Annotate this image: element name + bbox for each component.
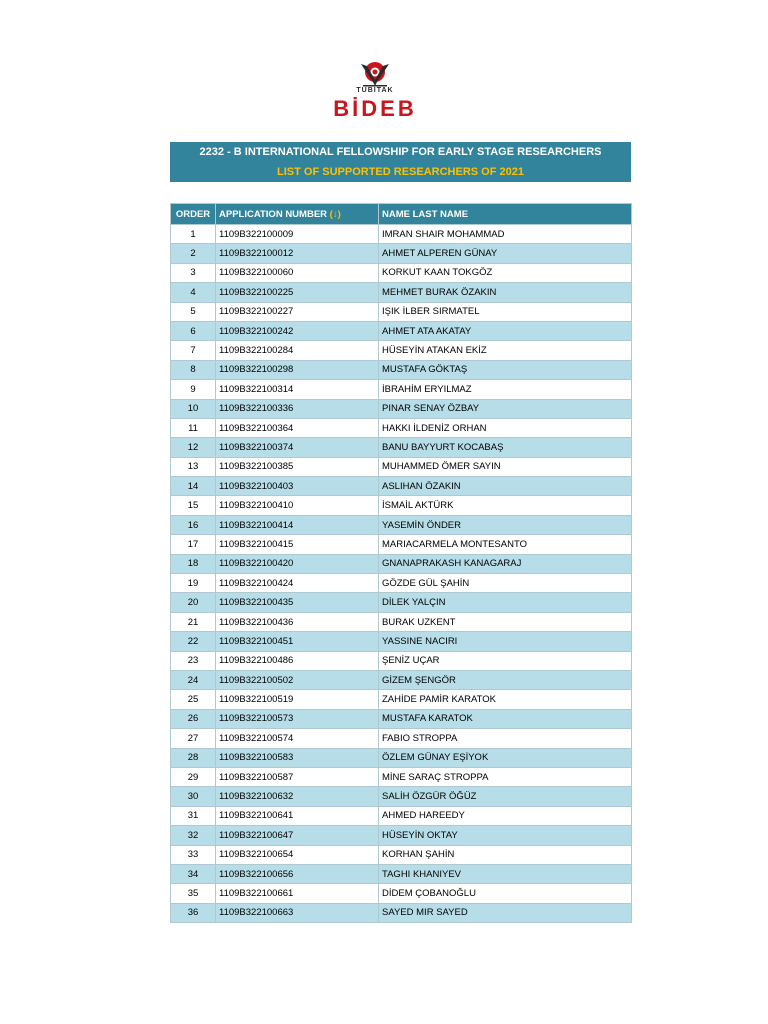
cell-order: 28	[171, 748, 216, 767]
cell-name: AHMET ALPEREN GÜNAY	[379, 244, 632, 263]
cell-application-number: 1109B322100385	[216, 457, 379, 476]
cell-order: 33	[171, 845, 216, 864]
cell-order: 21	[171, 612, 216, 631]
cell-order: 29	[171, 767, 216, 786]
cell-application-number: 1109B322100060	[216, 263, 379, 282]
cell-order: 24	[171, 670, 216, 689]
table-row	[171, 845, 632, 864]
cell-name: MUSTAFA KARATOK	[379, 709, 632, 728]
table-row	[171, 574, 632, 593]
cell-order: 17	[171, 535, 216, 554]
table-row	[171, 341, 632, 360]
cell-application-number: 1109B322100654	[216, 845, 379, 864]
cell-order: 18	[171, 554, 216, 573]
cell-application-number: 1109B322100574	[216, 729, 379, 748]
cell-name: KORKUT KAAN TOKGÖZ	[379, 263, 632, 282]
bideb-logo	[330, 56, 420, 132]
table-row	[171, 612, 632, 631]
table-row	[171, 554, 632, 573]
table-row	[171, 399, 632, 418]
cell-name: HÜSEYİN OKTAY	[379, 826, 632, 845]
cell-application-number: 1109B322100225	[216, 283, 379, 302]
cell-name: IŞIK İLBER SIRMATEL	[379, 302, 632, 321]
cell-application-number: 1109B322100641	[216, 806, 379, 825]
cell-name: DİLEK YALÇIN	[379, 593, 632, 612]
table-header-row	[171, 204, 632, 225]
column-header-name: NAME LAST NAME	[379, 204, 632, 225]
cell-name: ÖZLEM GÜNAY EŞİYOK	[379, 748, 632, 767]
table-row	[171, 360, 632, 379]
cell-name: DİDEM ÇOBANOĞLU	[379, 884, 632, 903]
cell-application-number: 1109B322100403	[216, 477, 379, 496]
table-row	[171, 593, 632, 612]
cell-application-number: 1109B322100663	[216, 903, 379, 922]
table-row	[171, 457, 632, 476]
cell-application-number: 1109B322100661	[216, 884, 379, 903]
table-row	[171, 806, 632, 825]
table-row	[171, 515, 632, 534]
table-row	[171, 263, 632, 282]
researchers-table	[170, 203, 632, 923]
cell-application-number: 1109B322100284	[216, 341, 379, 360]
cell-application-number: 1109B322100519	[216, 690, 379, 709]
table-row	[171, 767, 632, 786]
cell-order: 8	[171, 360, 216, 379]
table-row	[171, 302, 632, 321]
title-banner	[170, 142, 631, 182]
cell-name: IMRAN SHAIR MOHAMMAD	[379, 225, 632, 244]
cell-application-number: 1109B322100436	[216, 612, 379, 631]
cell-name: YASSINE NACIRI	[379, 632, 632, 651]
cell-application-number: 1109B322100587	[216, 767, 379, 786]
table-row	[171, 748, 632, 767]
cell-name: YASEMİN ÖNDER	[379, 515, 632, 534]
cell-order: 20	[171, 593, 216, 612]
cell-application-number: 1109B322100227	[216, 302, 379, 321]
cell-order: 2	[171, 244, 216, 263]
cell-application-number: 1109B322100314	[216, 380, 379, 399]
cell-application-number: 1109B322100410	[216, 496, 379, 515]
cell-application-number: 1109B322100583	[216, 748, 379, 767]
logo-subtext: TÜBİTAK	[356, 87, 394, 94]
cell-order: 25	[171, 690, 216, 709]
table-row	[171, 418, 632, 437]
cell-order: 13	[171, 457, 216, 476]
cell-name: MUSTAFA GÖKTAŞ	[379, 360, 632, 379]
cell-order: 10	[171, 399, 216, 418]
cell-application-number: 1109B322100420	[216, 554, 379, 573]
table-row	[171, 632, 632, 651]
cell-name: MİNE SARAÇ STROPPA	[379, 767, 632, 786]
cell-name: ASLIHAN ÖZAKIN	[379, 477, 632, 496]
cell-order: 7	[171, 341, 216, 360]
cell-application-number: 1109B322100242	[216, 321, 379, 340]
cell-order: 19	[171, 574, 216, 593]
cell-order: 22	[171, 632, 216, 651]
cell-application-number: 1109B322100656	[216, 864, 379, 883]
cell-order: 26	[171, 709, 216, 728]
cell-name: BURAK UZKENT	[379, 612, 632, 631]
cell-application-number: 1109B322100415	[216, 535, 379, 554]
cell-name: TAGHI KHANIYEV	[379, 864, 632, 883]
table-row	[171, 903, 632, 922]
cell-name: SAYED MIR SAYED	[379, 903, 632, 922]
cell-name: HÜSEYİN ATAKAN EKİZ	[379, 341, 632, 360]
cell-name: GNANAPRAKASH KANAGARAJ	[379, 554, 632, 573]
table-row	[171, 438, 632, 457]
cell-name: MARIACARMELA MONTESANTO	[379, 535, 632, 554]
cell-application-number: 1109B322100012	[216, 244, 379, 263]
cell-name: PINAR SENAY ÖZBAY	[379, 399, 632, 418]
cell-order: 30	[171, 787, 216, 806]
cell-name: ŞENİZ UÇAR	[379, 651, 632, 670]
table-row	[171, 477, 632, 496]
cell-order: 23	[171, 651, 216, 670]
cell-application-number: 1109B322100009	[216, 225, 379, 244]
cell-application-number: 1109B322100414	[216, 515, 379, 534]
cell-order: 27	[171, 729, 216, 748]
cell-application-number: 1109B322100486	[216, 651, 379, 670]
cell-name: İSMAİL AKTÜRK	[379, 496, 632, 515]
cell-name: HAKKI İLDENİZ ORHAN	[379, 418, 632, 437]
table-row	[171, 651, 632, 670]
table-row	[171, 225, 632, 244]
page-title: 2232 - B INTERNATIONAL FELLOWSHIP FOR EARLY STAGE RESEARCHERS	[199, 146, 602, 158]
cell-application-number: 1109B322100435	[216, 593, 379, 612]
cell-order: 4	[171, 283, 216, 302]
cell-name: AHMED HAREEDY	[379, 806, 632, 825]
cell-order: 11	[171, 418, 216, 437]
column-header-application-label: APPLICATION NUMBER	[219, 208, 330, 220]
cell-application-number: 1109B322100502	[216, 670, 379, 689]
cell-name: GÖZDE GÜL ŞAHİN	[379, 574, 632, 593]
logo-text: BİDEB	[333, 96, 417, 121]
cell-application-number: 1109B322100632	[216, 787, 379, 806]
table-row	[171, 864, 632, 883]
tubitak-logo-icon	[357, 60, 393, 88]
table-row	[171, 535, 632, 554]
column-header-order: ORDER	[171, 204, 216, 225]
cell-name: AHMET ATA AKATAY	[379, 321, 632, 340]
table-row	[171, 787, 632, 806]
cell-order: 12	[171, 438, 216, 457]
cell-application-number: 1109B322100336	[216, 399, 379, 418]
cell-name: FABIO STROPPA	[379, 729, 632, 748]
table-row	[171, 884, 632, 903]
table-row	[171, 380, 632, 399]
cell-application-number: 1109B322100374	[216, 438, 379, 457]
cell-order: 3	[171, 263, 216, 282]
cell-order: 1	[171, 225, 216, 244]
cell-order: 31	[171, 806, 216, 825]
cell-order: 5	[171, 302, 216, 321]
cell-name: MEHMET BURAK ÖZAKIN	[379, 283, 632, 302]
table-row	[171, 670, 632, 689]
cell-order: 9	[171, 380, 216, 399]
cell-name: GİZEM ŞENGÖR	[379, 670, 632, 689]
cell-application-number: 1109B322100451	[216, 632, 379, 651]
table-row	[171, 729, 632, 748]
cell-application-number: 1109B322100298	[216, 360, 379, 379]
cell-name: KORHAN ŞAHİN	[379, 845, 632, 864]
table-row	[171, 321, 632, 340]
cell-order: 35	[171, 884, 216, 903]
cell-name: SALİH ÖZGÜR ÖĞÜZ	[379, 787, 632, 806]
cell-order: 32	[171, 826, 216, 845]
table-row	[171, 690, 632, 709]
table-row	[171, 709, 632, 728]
cell-application-number: 1109B322100573	[216, 709, 379, 728]
cell-order: 6	[171, 321, 216, 340]
cell-name: İBRAHİM ERYILMAZ	[379, 380, 632, 399]
page-subtitle: LIST OF SUPPORTED RESEARCHERS OF 2021	[277, 166, 524, 178]
table-row	[171, 826, 632, 845]
table-row	[171, 283, 632, 302]
table-row	[171, 496, 632, 515]
cell-order: 14	[171, 477, 216, 496]
cell-name: MUHAMMED ÖMER SAYIN	[379, 457, 632, 476]
cell-application-number: 1109B322100364	[216, 418, 379, 437]
cell-application-number: 1109B322100424	[216, 574, 379, 593]
cell-order: 34	[171, 864, 216, 883]
cell-order: 16	[171, 515, 216, 534]
cell-order: 15	[171, 496, 216, 515]
cell-order: 36	[171, 903, 216, 922]
column-header-application-number	[216, 204, 379, 225]
cell-application-number: 1109B322100647	[216, 826, 379, 845]
cell-name: BANU BAYYURT KOCABAŞ	[379, 438, 632, 457]
cell-name: ZAHİDE PAMİR KARATOK	[379, 690, 632, 709]
table-row	[171, 244, 632, 263]
sort-arrow-icon: (↓)	[329, 208, 341, 220]
